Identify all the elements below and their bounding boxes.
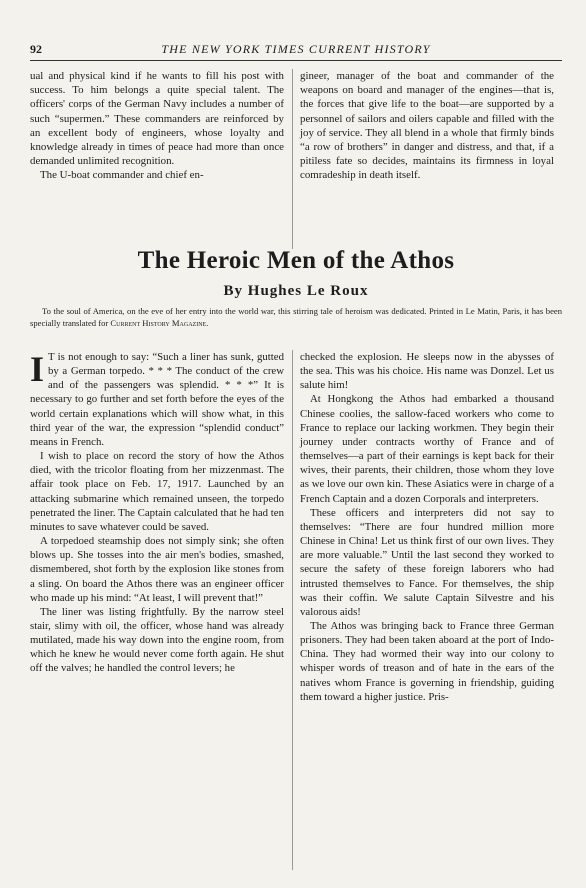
intro-magazine-name: Current History Magazine. (110, 317, 209, 328)
article-intro (30, 306, 562, 329)
paragraph: checked the explosion. He sleeps now in the abysses of the sea. This was his choice. His name was Donzel. Let us salute him! (300, 351, 554, 392)
article-byline: By Hughes Le Roux (223, 283, 369, 299)
running-head: THE NEW YORK TIMES CURRENT HISTORY (161, 42, 431, 56)
paragraph (30, 350, 284, 449)
paragraph-text: T is not enough to say: “Such a liner has sunk, gutted by a German torpedo. * * * The conduct of the crew and of the passengers was splendid. * * *” It is necessary to go further and set forth before the eyes of the world certain explanations which will show what, in this third year of the war, the expression “splendid conduct” means in French. (30, 351, 284, 448)
paragraph: I wish to place on record the story of how the Athos died, with the tricolor floating from her mizzenmast. The affair took place on Feb. 17, 1917. Launched by an attacking submarine which remained unseen, the torpedo penetrated the liner. The Captain calculated that he had ten minutes to save whatever could be saved. (30, 450, 284, 533)
article-column-left (30, 350, 284, 676)
page-number: 92 (30, 42, 42, 56)
column-divider (292, 69, 293, 249)
paragraph: The liner was listing frightfully. By the narrow steel stair, slimy with oil, the officer, whose hand was already mutilated, made his way down into the engine room, from which he knew he would never come forth again. He shut off the valves; he handled the control levers; he (30, 605, 284, 675)
column-divider (292, 350, 293, 870)
article-column-right (300, 350, 554, 704)
paragraph: A torpedoed steamship does not simply sink; she often blows up. She tosses into the air men's bodies, smashed, dismembered, shot forth by the explosion like stones from a sling. On board the Athos there was an engineer officer who made up his mind: “At least, I will prevent that!” (30, 535, 284, 604)
intro-text: To the soul of America, on the eve of her entry into the world war, this stirring tale of heroism was dedicated. Printed in Le Matin, Paris, it has been specially translated for (30, 306, 562, 328)
article-title: The Heroic Men of the Athos (137, 247, 455, 274)
magazine-page (30, 0, 562, 888)
continued-column-right (300, 69, 554, 183)
paragraph: gineer, manager of the boat and commander of the weapons on board and manager of the engines—that is, the forces that give life to the boat—are supported by a personnel of sailors and oilers capable and filled with the joy of service. They all blend in a whole that firmly binds “a row of brothers” in danger and distress, and that, if a pitiless fate so decides, maintains its firmness in loyal comradeship in death itself. (300, 70, 554, 182)
continued-column-left (30, 69, 284, 183)
paragraph: These officers and interpreters did not say to themselves: “There are four hundred million more Chinese in China! Let us think first of our own lives. They are more valuable.” Until the last second they worked to secure the safety of these foreign laborers who had intrusted themselves to Fance. For themselves, the ship was their coffin. We salute Captain Silvestre and his valorous aids! (300, 506, 554, 618)
drop-cap: I (30, 349, 45, 389)
page-header (30, 42, 562, 61)
continued-article (30, 69, 562, 249)
paragraph: The U-boat commander and chief en- (40, 169, 204, 182)
article-body (30, 350, 562, 870)
paragraph: The Athos was bringing back to France three German prisoners. They had been taken aboard at the port of Indo-China. They had wormed their way into our colony to whisper words of treason and of hate in the ears of the natives whom France is governing in friendship, guiding them toward a higher justice. Pris- (300, 619, 554, 703)
paragraph: At Hongkong the Athos had embarked a thousand Chinese coolies, the sallow-faced workers who come to France to replace our lacking workmen. They begin their journey under contracts worthy of France and of themselves—a part of their earnings is kept back for their wives, their parents, their children, those whom they love as we love our own kin. These Asiatics were in charge of a French Captain and a dozen Corporals and interpreters. (300, 393, 554, 505)
paragraph: ual and physical kind if he wants to fill his post with success. To him belongs a quite special talent. The officers' corps of the German Navy includes a number of such “supermen.” These commanders are reinforced by an excellent body of engineers, whose loyalty and knowledge already in times of peace had more than once demanded unlimited recognition. (30, 70, 284, 168)
